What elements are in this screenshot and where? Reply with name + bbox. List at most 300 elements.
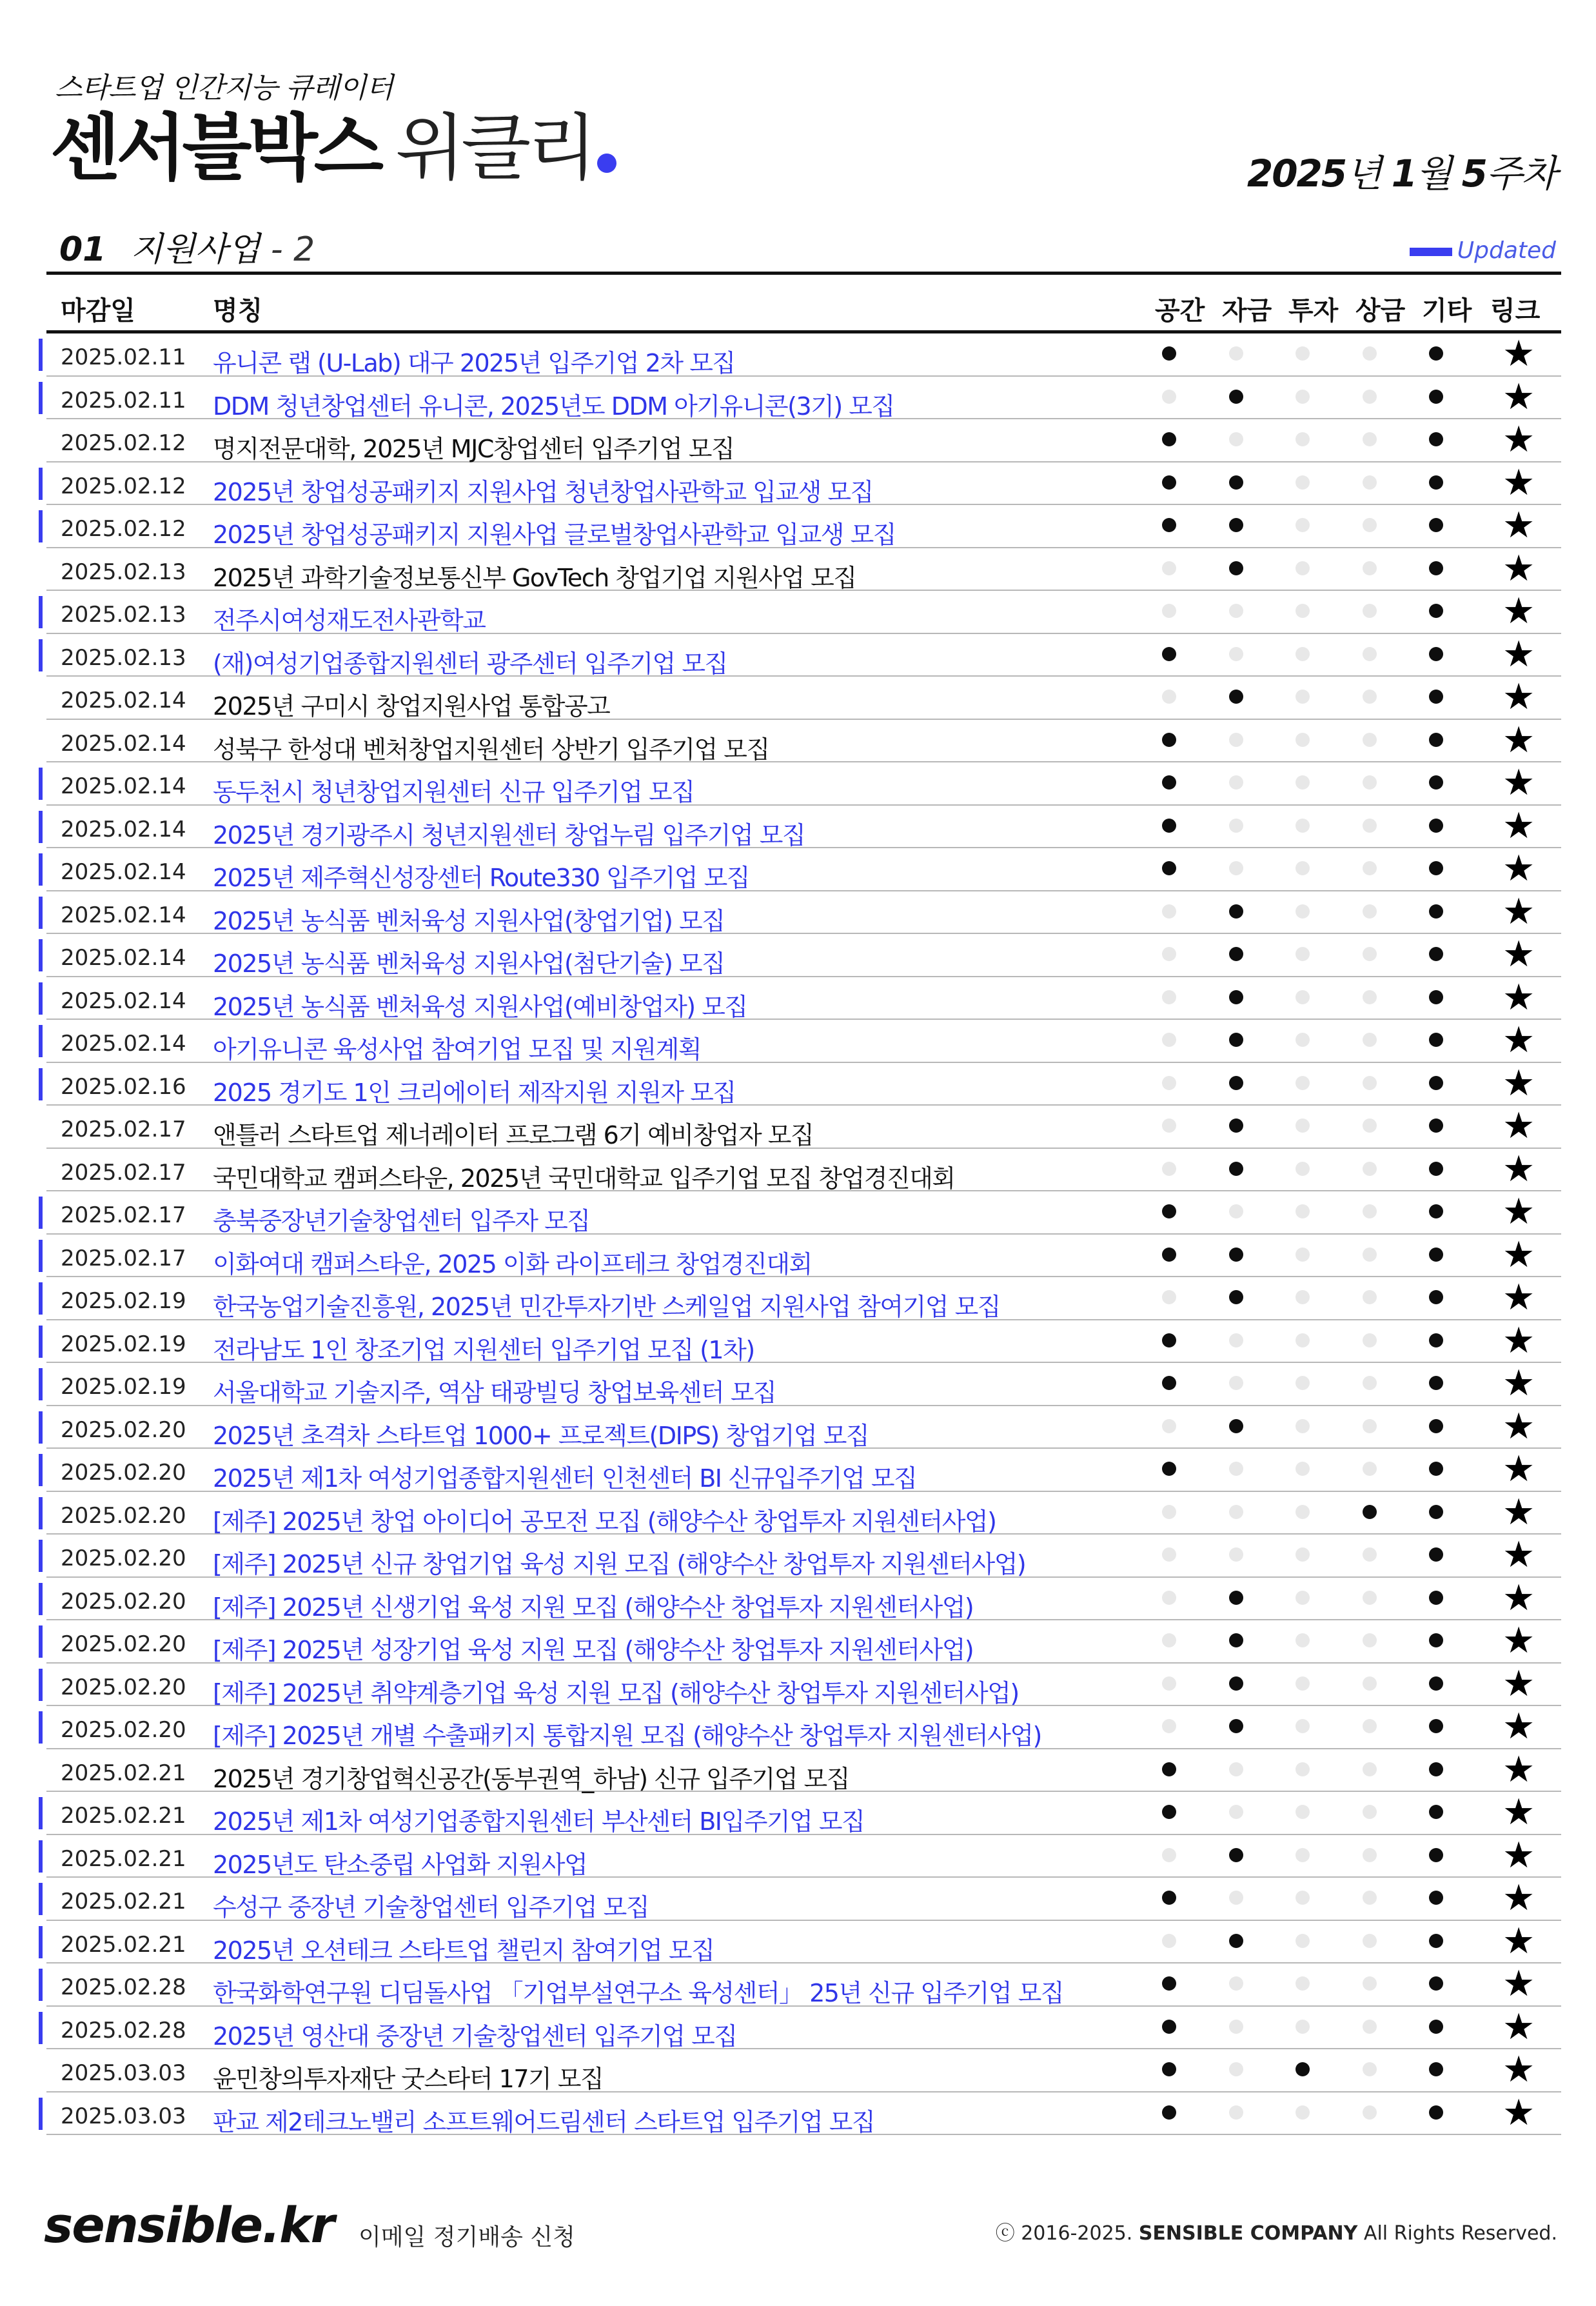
link-star-icon[interactable]: ★ [1502,976,1535,1019]
table-row [46,1277,1561,1320]
prize-indicator-off [1363,647,1377,661]
link-star-icon[interactable]: ★ [1502,848,1535,890]
space-indicator-on [1162,1333,1176,1347]
etc-indicator-on [1429,647,1443,661]
fund-indicator-off [1229,432,1243,446]
fund-indicator-on [1229,1033,1243,1047]
row-program-name[interactable]: 2025년 경기광주시 청년지원센터 창업누림 입주기업 모집 [213,820,805,850]
invest-indicator-off [1296,1848,1310,1862]
updated-marker [39,1840,43,1873]
prize-indicator-off [1363,1719,1377,1733]
row-program-name[interactable]: 2025년 제1차 여성기업종합지원센터 부산센터 BI입주기업 모집 [213,1807,865,1836]
etc-indicator-on [1429,2105,1443,2120]
space-indicator-on [1162,475,1176,490]
etc-indicator-on [1429,733,1443,747]
link-star-icon[interactable]: ★ [1502,762,1535,804]
invest-indicator-off [1296,1547,1310,1562]
row-deadline: 2025.02.12 [61,516,186,542]
link-star-icon[interactable]: ★ [1502,1362,1535,1404]
section-title [59,222,315,270]
row-program-name: 윤민창의투자재단 굿스타터 17기 모집 [213,2065,604,2093]
fund-indicator-off [1229,1891,1243,1905]
col-fund: 자금 [1222,296,1272,326]
space-indicator-on [1162,432,1176,446]
row-program-name: 명지전문대학, 2025년 MJC창업센터 입주기업 모집 [213,435,734,463]
row-program-name[interactable]: 2025년 제주혁신성장센터 Route330 입주기업 모집 [213,864,749,892]
table-row [46,806,1561,849]
col-invest: 투자 [1288,296,1339,326]
space-indicator-off [1162,1591,1176,1605]
prize-indicator-off [1363,819,1377,833]
row-deadline: 2025.02.14 [61,1031,186,1057]
prize-indicator-off [1363,604,1377,618]
row-program-name[interactable]: 수성구 중장년 기술창업센터 입주기업 모집 [213,1893,649,1922]
prize-indicator-off [1363,947,1377,961]
link-star-icon[interactable]: ★ [1502,890,1535,933]
brand-title [50,106,616,190]
space-indicator-off [1162,1076,1176,1090]
col-prize: 상금 [1355,296,1406,326]
row-deadline: 2025.02.12 [61,473,186,499]
space-indicator-off [1162,1719,1176,1733]
section-suffix: - 2 [260,230,315,269]
table-row [46,1191,1561,1235]
updated-marker [39,939,43,971]
copyright [996,2217,1557,2245]
invest-indicator-off [1296,1676,1310,1691]
space-indicator-off [1162,947,1176,961]
etc-indicator-on [1429,904,1443,919]
footer-logo[interactable]: sensible.kr [44,2196,334,2254]
row-deadline: 2025.02.11 [61,344,186,370]
link-star-icon[interactable]: ★ [1502,1491,1535,1533]
row-program-name[interactable]: 2025년 초격차 스타트업 1000+ 프로젝트(DIPS) 창업기업 모집 [213,1421,869,1450]
row-deadline: 2025.02.16 [61,1073,186,1100]
space-indicator-off [1162,1419,1176,1433]
table-row [46,634,1561,677]
space-indicator-off [1162,904,1176,919]
table-row [46,548,1561,591]
row-program-name[interactable]: [제주] 2025년 성장기업 육성 지원 모집 (해양수산 창업투자 지원센터사업) [213,1636,974,1664]
etc-indicator-on [1429,1162,1443,1176]
row-deadline: 2025.02.20 [61,1502,186,1529]
link-star-icon[interactable]: ★ [1502,1233,1535,1276]
invest-indicator-off [1296,1204,1310,1218]
prize-indicator-off [1363,990,1377,1004]
row-deadline: 2025.02.14 [61,730,186,757]
link-star-icon[interactable]: ★ [1502,1105,1535,1147]
row-program-name[interactable]: [제주] 2025년 개별 수출패키지 통합지원 모집 (해양수산 창업투자 지원센터사업) [213,1722,1041,1750]
invest-indicator-off [1296,1162,1310,1176]
link-star-icon[interactable]: ★ [1502,2049,1535,2091]
invest-indicator-off [1296,561,1310,575]
row-deadline: 2025.02.14 [61,688,186,713]
row-program-name[interactable]: [제주] 2025년 신규 창업기업 육성 지원 모집 (해양수산 창업투자 지원센터사업) [213,1550,1026,1578]
link-star-icon[interactable]: ★ [1502,1062,1535,1104]
space-indicator-on [1162,861,1176,875]
row-deadline: 2025.02.14 [61,859,186,885]
row-program-name[interactable]: [제주] 2025년 취약계층기업 육성 지원 모집 (해양수산 창업투자 지원센터사업) [213,1678,1019,1707]
prize-indicator-off [1363,346,1377,361]
space-indicator-off [1162,1290,1176,1304]
invest-indicator-off [1296,1462,1310,1476]
row-program-name[interactable]: 2025년 농식품 벤처육성 지원사업(예비창업자) 모집 [213,992,747,1021]
prize-indicator-off [1363,1591,1377,1605]
invest-indicator-off [1296,390,1310,404]
row-program-name[interactable]: [제주] 2025년 창업 아이디어 공모전 모집 (해양수산 창업투자 지원센터사업) [213,1507,996,1536]
row-program-name[interactable]: DDM 청년창업센터 유니콘, 2025년도 DDM 아기유니콘(3기) 모집 [213,392,894,421]
link-star-icon[interactable]: ★ [1502,1791,1535,1833]
prize-indicator-off [1363,1676,1377,1691]
col-name: 명칭 [213,296,263,326]
table-row [46,1492,1561,1535]
updated-marker [39,1240,43,1272]
link-star-icon[interactable]: ★ [1502,804,1535,847]
row-program-name[interactable]: 2025년 창업성공패키지 지원사업 글로벌창업사관학교 입교생 모집 [213,521,896,549]
invest-indicator-off [1296,1333,1310,1347]
table-row [46,505,1561,548]
space-indicator-off [1162,1033,1176,1047]
link-star-icon[interactable]: ★ [1502,547,1535,590]
fund-indicator-on [1229,1419,1243,1433]
invest-indicator-off [1296,1805,1310,1819]
fund-indicator-off [1229,2062,1243,2076]
row-deadline: 2025.02.20 [61,1588,186,1615]
invest-indicator-off [1296,1891,1310,1905]
link-star-icon[interactable]: ★ [1502,1620,1535,1662]
invest-indicator-off [1296,1719,1310,1733]
link-star-icon[interactable]: ★ [1502,590,1535,632]
invest-indicator-off [1296,1633,1310,1647]
fund-indicator-off [1229,346,1243,361]
updated-legend [1410,237,1556,264]
prize-indicator-off [1363,1934,1377,1948]
prize-indicator-off [1363,1076,1377,1090]
fund-indicator-on [1229,1247,1243,1262]
row-program-name[interactable]: 충북중장년기술창업센터 입주자 모집 [213,1207,590,1235]
link-star-icon[interactable]: ★ [1502,1748,1535,1791]
row-program-name[interactable]: 2025년 농식품 벤처육성 지원사업(첨단기술) 모집 [213,949,725,978]
row-program-name[interactable]: 2025년도 탄소중립 사업화 지원사업 [213,1850,587,1879]
etc-indicator-on [1429,1376,1443,1390]
row-deadline: 2025.02.13 [61,559,186,585]
invest-indicator-off [1296,1762,1310,1776]
copyright-rights: All Rights Reserved. [1357,2222,1557,2245]
fund-indicator-on [1229,1290,1243,1304]
link-star-icon[interactable]: ★ [1502,1191,1535,1233]
fund-indicator-on [1229,1162,1243,1176]
row-program-name[interactable]: 2025년 영산대 중장년 기술창업센터 입주기업 모집 [213,2022,737,2051]
row-program-name[interactable]: 동두천시 청년창업지원센터 신규 입주기업 모집 [213,778,695,806]
fund-indicator-off [1229,2105,1243,2120]
link-star-icon[interactable]: ★ [1502,1705,1535,1747]
prize-indicator-off [1363,1333,1377,1347]
link-star-icon[interactable]: ★ [1502,1405,1535,1447]
fund-indicator-on [1229,1848,1243,1862]
prize-indicator-off [1363,1462,1377,1476]
table-row [46,333,1561,377]
fund-indicator-off [1229,775,1243,790]
fund-indicator-on [1229,561,1243,575]
row-deadline: 2025.02.21 [61,1760,186,1786]
link-star-icon[interactable]: ★ [1502,1662,1535,1705]
row-program-name[interactable]: [제주] 2025년 신생기업 육성 지원 모집 (해양수산 창업투자 지원센터사업) [213,1593,974,1622]
etc-indicator-on [1429,1848,1443,1862]
row-program-name[interactable]: 전라남도 1인 창조기업 지원센터 입주기업 모집 (1차) [213,1335,754,1364]
etc-indicator-on [1429,604,1443,618]
table-row [46,377,1561,420]
updated-marker [39,811,43,843]
link-star-icon[interactable]: ★ [1502,1277,1535,1318]
link-star-icon[interactable]: ★ [1502,933,1535,975]
invest-indicator-off [1296,1505,1310,1519]
fund-indicator-off [1229,861,1243,875]
table-row [46,2092,1561,2136]
etc-indicator-on [1429,1290,1443,1304]
link-star-icon[interactable]: ★ [1502,1148,1535,1190]
fund-indicator-on [1229,1118,1243,1133]
table-row [46,891,1561,935]
link-star-icon[interactable]: ★ [1502,2005,1535,2048]
prize-indicator-off [1363,2105,1377,2120]
link-star-icon[interactable]: ★ [1502,1448,1535,1490]
table-header [46,275,1561,333]
etc-indicator-on [1429,775,1443,790]
etc-indicator-on [1429,861,1443,875]
prize-indicator-off [1363,1419,1377,1433]
prize-indicator-off [1363,1547,1377,1562]
table-row [46,1320,1561,1364]
space-indicator-on [1162,2105,1176,2120]
table-row [46,2007,1561,2050]
program-table-body [46,333,1561,2135]
updated-marker [39,1368,43,1400]
row-deadline: 2025.03.03 [61,2060,186,2086]
prize-indicator-off [1363,775,1377,790]
updated-marker [39,1025,43,1057]
prize-indicator-off [1363,1162,1377,1176]
col-etc: 기타 [1422,296,1472,326]
link-star-icon[interactable]: ★ [1502,676,1535,718]
row-deadline: 2025.02.20 [61,1460,186,1486]
prize-indicator-off [1363,1891,1377,1905]
brand-subtitle: 스타트업 인간지능 큐레이터 [55,72,393,104]
fund-indicator-off [1229,1376,1243,1390]
link-star-icon[interactable]: ★ [1502,1319,1535,1362]
space-indicator-on [1162,1204,1176,1218]
row-deadline: 2025.02.28 [61,2017,186,2043]
invest-indicator-off [1296,904,1310,919]
copyright-company: SENSIBLE COMPANY [1138,2222,1358,2245]
invest-indicator-off [1296,990,1310,1004]
row-deadline: 2025.02.20 [61,1717,186,1743]
prize-indicator-off [1363,1033,1377,1047]
table-row [46,1449,1561,1492]
invest-indicator-off [1296,947,1310,961]
link-star-icon[interactable]: ★ [1502,333,1535,375]
row-program-name[interactable]: 2025년 창업성공패키지 지원사업 청년창업사관학교 입교생 모집 [213,477,873,506]
updated-marker [39,1540,43,1572]
fund-indicator-off [1229,1547,1243,1562]
fund-indicator-off [1229,1805,1243,1819]
updated-marker [39,768,43,800]
issue-week [1247,143,1556,197]
etc-indicator-on [1429,475,1443,490]
etc-indicator-on [1429,690,1443,704]
prize-indicator-off [1363,1805,1377,1819]
row-program-name: 성북구 한성대 벤처창업지원센터 상반기 입주기업 모집 [213,735,769,764]
invest-indicator-off [1296,690,1310,704]
updated-marker [39,639,43,671]
row-deadline: 2025.02.17 [61,1117,186,1142]
table-row [46,1363,1561,1406]
row-deadline: 2025.02.14 [61,945,186,971]
row-program-name[interactable]: 서울대학교 기술지주, 역삼 태광빌딩 창업보육센터 모집 [213,1378,776,1407]
etc-indicator-on [1429,346,1443,361]
table-row [46,1149,1561,1192]
space-indicator-on [1162,1805,1176,1819]
row-program-name: 앤틀러 스타트업 제너레이터 프로그램 6기 예비창업자 모집 [213,1121,814,1149]
row-program-name[interactable]: 2025 경기도 1인 크리에이터 제작지원 지원자 모집 [213,1078,736,1107]
prize-indicator-off [1363,561,1377,575]
prize-indicator-off [1363,390,1377,404]
updated-bar-icon [1410,248,1452,256]
etc-indicator-on [1429,390,1443,404]
fund-indicator-on [1229,947,1243,961]
row-program-name[interactable]: (재)여성기업종합지원센터 광주센터 입주기업 모집 [213,649,727,678]
row-program-name[interactable]: 판교 제2테크노밸리 소프트웨어드림센터 스타트업 입주기업 모집 [213,2107,875,2136]
fund-indicator-on [1229,1633,1243,1647]
updated-marker [39,1197,43,1229]
link-star-icon[interactable]: ★ [1502,1834,1535,1876]
row-program-name[interactable]: 한국화학연구원 디딤돌사업 「기업부설연구소 육성센터」 25년 신규 입주기업 모집 [213,1979,1064,2007]
table-row [46,2049,1561,2092]
table-row [46,419,1561,462]
fund-indicator-off [1229,2020,1243,2034]
link-star-icon[interactable]: ★ [1502,419,1535,461]
etc-indicator-on [1429,990,1443,1004]
etc-indicator-on [1429,1247,1443,1262]
space-indicator-off [1162,390,1176,404]
invest-indicator-off [1296,346,1310,361]
fund-indicator-off [1229,733,1243,747]
row-deadline: 2025.02.13 [61,644,186,671]
row-deadline: 2025.02.21 [61,1803,186,1829]
prize-indicator-off [1363,1848,1377,1862]
space-indicator-on [1162,733,1176,747]
link-star-icon[interactable]: ★ [1502,2091,1535,2134]
table-row [46,720,1561,763]
row-program-name[interactable]: 유니콘 랩 (U-Lab) 대구 2025년 입주기업 2차 모집 [213,349,735,377]
row-deadline: 2025.02.14 [61,902,186,928]
invest-indicator-off [1296,1118,1310,1133]
brand-dot-icon [597,154,616,173]
row-program-name[interactable]: 2025년 오션테크 스타트업 챌린지 참여기업 모집 [213,1936,714,1965]
link-star-icon[interactable]: ★ [1502,504,1535,546]
etc-indicator-on [1429,1633,1443,1647]
row-program-name[interactable]: 2025년 농식품 벤처육성 지원사업(창업기업) 모집 [213,906,725,935]
invest-indicator-on [1296,2062,1310,2076]
row-program-name[interactable]: 아기유니콘 육성사업 참여기업 모집 및 지원계획 [213,1035,702,1064]
fund-indicator-on [1229,518,1243,532]
row-deadline: 2025.02.14 [61,773,186,799]
etc-indicator-on [1429,1118,1443,1133]
prize-indicator-off [1363,1376,1377,1390]
link-star-icon[interactable]: ★ [1502,1877,1535,1919]
link-star-icon[interactable]: ★ [1502,1534,1535,1576]
updated-label: Updated [1457,237,1556,264]
row-program-name[interactable]: 한국농업기술진흥원, 2025년 민간투자기반 스케일업 지원사업 참여기업 모집 [213,1293,1001,1321]
link-star-icon[interactable]: ★ [1502,1963,1535,2005]
updated-marker [39,2098,43,2130]
updated-marker [39,382,43,414]
row-deadline: 2025.02.11 [61,387,186,413]
link-star-icon[interactable]: ★ [1502,1019,1535,1061]
row-deadline: 2025.02.17 [61,1159,186,1186]
space-indicator-on [1162,775,1176,790]
row-program-name[interactable]: 이화여대 캠퍼스타운, 2025 이화 라이프테크 창업경진대회 [213,1249,812,1278]
link-star-icon[interactable]: ★ [1502,719,1535,761]
space-indicator-on [1162,518,1176,532]
updated-marker [39,1068,43,1100]
updated-marker [39,1454,43,1486]
space-indicator-off [1162,1848,1176,1862]
space-indicator-on [1162,2020,1176,2034]
link-star-icon[interactable]: ★ [1502,461,1535,504]
link-star-icon[interactable]: ★ [1502,633,1535,675]
etc-indicator-on [1429,1547,1443,1562]
issue-month: 1 [1391,152,1417,195]
row-program-name[interactable]: 2025년 제1차 여성기업종합지원센터 인천센터 BI 신규입주기업 모집 [213,1464,917,1493]
row-deadline: 2025.02.20 [61,1546,186,1571]
row-deadline: 2025.02.12 [61,430,186,456]
fund-indicator-off [1229,1762,1243,1776]
row-program-name: 국민대학교 캠퍼스타운, 2025년 국민대학교 입주기업 모집 창업경진대회 [213,1164,955,1193]
link-star-icon[interactable]: ★ [1502,1576,1535,1619]
link-star-icon[interactable]: ★ [1502,375,1535,418]
row-deadline: 2025.02.20 [61,1416,186,1443]
link-star-icon[interactable]: ★ [1502,1920,1535,1962]
subscribe-link[interactable]: 이메일 정기배송 신청 [359,2224,575,2251]
table-row [46,1063,1561,1106]
prize-indicator-off [1363,475,1377,490]
fund-indicator-off [1229,1976,1243,1991]
prize-indicator-off [1363,2020,1377,2034]
row-deadline: 2025.02.17 [61,1202,186,1228]
invest-indicator-off [1296,1290,1310,1304]
space-indicator-on [1162,1762,1176,1776]
table-row [46,1878,1561,1921]
etc-indicator-on [1429,2020,1443,2034]
fund-indicator-off [1229,647,1243,661]
row-deadline: 2025.02.17 [61,1245,186,1271]
updated-marker [39,596,43,628]
invest-indicator-off [1296,861,1310,875]
table-row [46,591,1561,634]
prize-indicator-off [1363,690,1377,704]
fund-indicator-on [1229,990,1243,1004]
row-program-name[interactable]: 전주시여성재도전사관학교 [213,606,486,635]
etc-indicator-on [1429,1076,1443,1090]
invest-indicator-off [1296,475,1310,490]
fund-indicator-off [1229,1505,1243,1519]
space-indicator-on [1162,819,1176,833]
space-indicator-on [1162,1891,1176,1905]
space-indicator-off [1162,990,1176,1004]
updated-marker [39,1326,43,1358]
etc-indicator-on [1429,1891,1443,1905]
table-row [46,1020,1561,1063]
